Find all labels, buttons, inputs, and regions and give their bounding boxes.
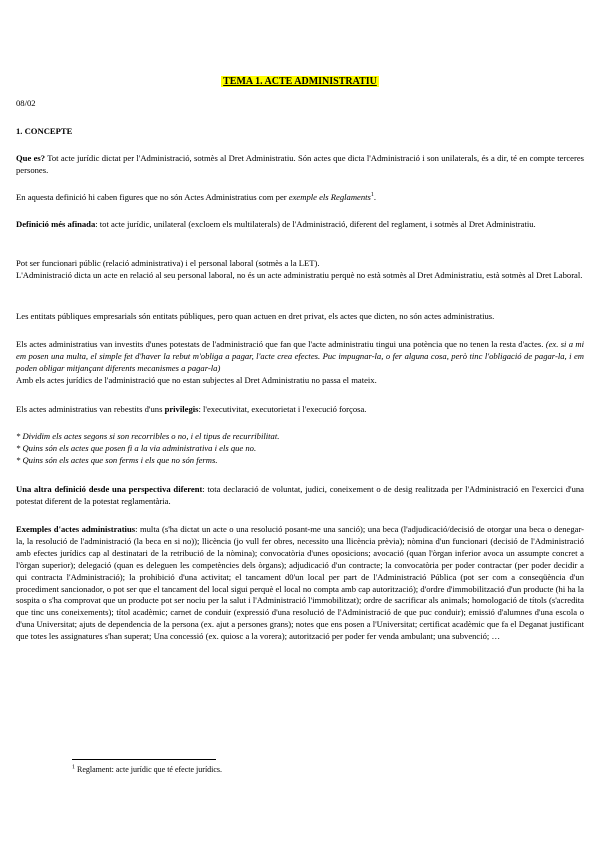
que-es-label: Que es?: [16, 153, 46, 163]
exemples-text: : multa (s'ha dictat un acte o una resolució posant-me una sanció); una beca (l'adjudicació/decisió de otorgar una beca o denegar-la, la resolució de l'administració (la beca en si no)); llicència (jo vull fer obres, necessito una llicència prèvia); nòmina d'un funcionari (decisió de l'Administració amb efectes jurídics cap al destinatari de la retribució de la nòmina); convocatòria d'unes oposicions; avocació (quan l'òrgan inferior avoca un assumpte concret a l'òrgan superior); delegació (quan es deleguen les competències dels òrgans); adjudicació d'un contracte; la convocatòria per poder contractar (per poder decidir a qui contracta l'Administració); la prohibició d'una activitat; el tancament d0'un local per part de l'Administració Pública (pot ser com a conseqüència d'un procediment sancionador, o pot ser que el tancament del local sigui perquè el local no compta amb cap autorització); d'ordre d'immobilització d'un producte (hi ha la sospita o s'ha comprovat que un producte pot ser nociu per la salut i l'Administració l'immobilitzat); ordre de sacrificar als animals; homologació de títols (s'acredita que tinc uns coneixements); títol acadèmic; carnet de conduir (expressió d'una resolució de l'Administració de que puc conduir); emissió d'alumnes d'una escola o d'una Universitat; ajuts de dependencia de la persona (ex. ajut a persones grans); notes que ens posen a l'Universitat; certificat acadèmic que fa el Deganat justificant que totes les assignatures s'han superat; Una concessió (ex. quiosc a la vorera); autorització per poder fer venda ambulant; una subvenció; …: [16, 524, 585, 642]
paragraph-que-es: [16, 153, 584, 177]
paragraph-privilegis: [16, 404, 584, 416]
footnote-divider: [72, 759, 216, 760]
altra-definicio-text: : tota declaració de voluntat, judici, coneixement o de desig realitzada per l'Administració en l'exercici d'una potestat diferent de la potestat reglamentària.: [16, 484, 584, 506]
bullet-list: [16, 431, 584, 467]
footnote-text: Reglament: acte jurídic que té efecte jurídics.: [75, 765, 223, 774]
exemples-label: Exemples d'actes administratius: [16, 524, 136, 534]
definicio-note-italic: exemple els Reglaments: [288, 192, 371, 202]
date: 08/02: [16, 98, 36, 108]
paragraph-exemples: [16, 524, 584, 643]
paragraph-potestats: [16, 339, 584, 387]
list-item: * Quins són els actes que posen fi a la via administrativa i els que no.: [16, 442, 257, 453]
paragraph-definicio-note: [16, 192, 584, 204]
definicio-afinada-label: Definició més afinada: [16, 219, 96, 229]
footnote-number: 1: [72, 764, 75, 771]
privilegis-bold: privilegis: [164, 404, 199, 414]
altra-definicio-label: Una altra definició desde una perspectiva diferent: [16, 484, 203, 494]
funcionari-line2: L'Administració dicta un acte en relació al seu personal laboral, no és un acte administratiu perquè no està sotmès al Dret Administratiu, està sotmès al Dret Laboral.: [16, 269, 583, 280]
list-item: * Dividim els actes segons si son recorribles o no, i el tipus de recurribilitat.: [16, 431, 280, 441]
paragraph-entitats: Les entitats públiques empresarials són entitats públiques, pero quan actuen en dret privat, els actes que dicten, no són actes administratius.: [16, 311, 495, 321]
footnote-ref: 1: [370, 192, 374, 199]
paragraph-definicio-afinada: [16, 219, 584, 231]
privilegis-text: Els actes administratius van rebestits d'uns: [16, 404, 165, 414]
que-es-text: Tot acte jurídic dictat per l'Administració, sotmès al Dret Administratiu. Són actes que dicta l'Administració i son unilaterals, és a dir, té en compte terceres persones.: [16, 153, 584, 175]
document-title: TEMA 1. ACTE ADMINISTRATIU: [223, 76, 377, 87]
potestats-text: Els actes administratius van investits d'unes potestats de l'administració que fan que l'acte administratiu tingui una potència que no tenen la resta d'actes.: [16, 339, 546, 349]
potestats-italic: (ex. si a mi em posen una multa, el simple fet d'haver la rebut m'obliga a pagar, l'acte crea efectes. Puc impugnar-la, o fer alguna cosa, però tinc l'obligació de pagar-la, i em poden obligar mitjançant diferents mecanismes a pagar-la): [16, 339, 584, 373]
privilegis-end: : l'executivitat, executorietat i l'execució forçosa.: [198, 404, 367, 414]
title-row: [0, 71, 600, 89]
footnote: [72, 765, 222, 775]
definicio-note-text: En aquesta definició hi caben figures que no són Actes Administratius com per: [16, 192, 289, 202]
definicio-note-end: .: [373, 192, 377, 202]
paragraph-funcionari: [16, 258, 584, 282]
potestats-line2: Amb els actes jurídics de l'administració que no estan subjectes al Dret Administratiu no passa el mateix.: [16, 374, 377, 385]
list-item: * Quins són els actes que son ferms i els que no són ferms.: [16, 454, 218, 465]
funcionari-line1: Pot ser funcionari públic (relació administrativa) i el personal laboral (sotmès a la LET).: [16, 258, 320, 268]
definicio-afinada-text: : tot acte jurídic, unilateral (excloem els multilaterals) de l'Administració, diferent del reglament, i sotmès al Dret Administratiu.: [95, 219, 536, 229]
section-heading: 1. CONCEPTE: [16, 126, 73, 136]
paragraph-altra-definicio: [16, 484, 584, 508]
